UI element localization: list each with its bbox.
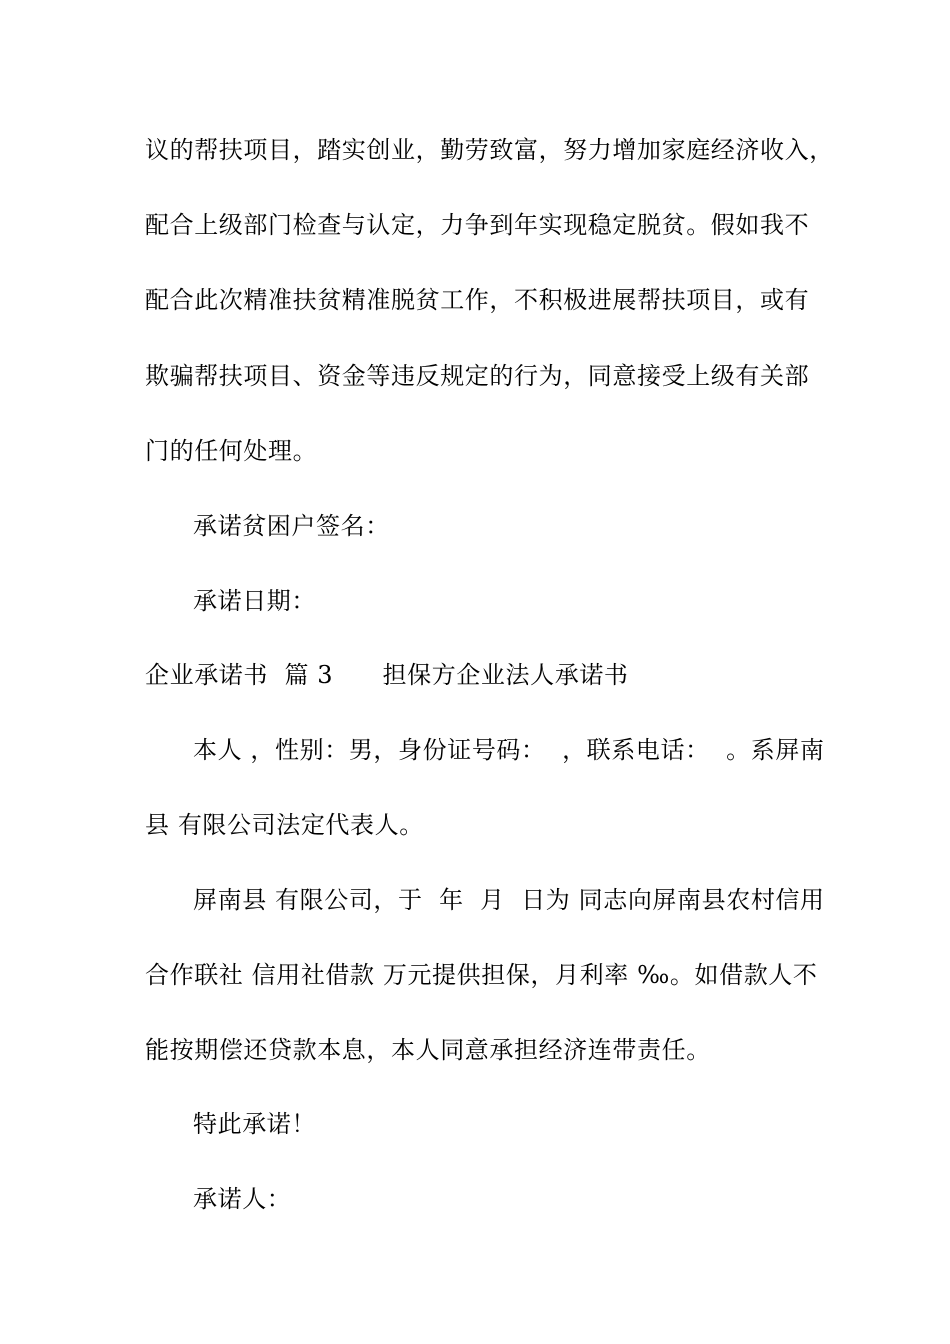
paragraph-line: 配合上级部门检查与认定，力争到年实现稳定脱贫。假如我不 <box>145 211 810 239</box>
paragraph-line: 县 有限公司法定代表人。 <box>145 811 424 839</box>
paragraph-line: 欺骗帮扶项目、资金等违反规定的行为，同意接受上级有关部 <box>145 362 810 390</box>
paragraph-line: 本人 ，性别：男，身份证号码： ，联系电话： 。系屏南 <box>193 736 825 764</box>
paragraph-line: 能按期偿还贷款本息，本人同意承担经济连带责任。 <box>145 1036 711 1064</box>
paragraph-line: 门的任何处理。 <box>145 437 318 465</box>
closing-statement: 特此承诺！ <box>193 1110 316 1138</box>
signature-label: 承诺贫困户签名： <box>193 512 390 540</box>
paragraph-line: 屏南县 有限公司，于 年 月 日为 同志向屏南县农村信用 <box>193 886 825 914</box>
date-label: 承诺日期： <box>193 587 316 615</box>
section-heading: 企业承诺书 篇 3 担保方企业法人承诺书 <box>145 661 629 689</box>
paragraph-line: 议的帮扶项目，踏实创业，勤劳致富，努力增加家庭经济收入， <box>145 136 834 164</box>
paragraph-line: 配合此次精准扶贫精准脱贫工作，不积极进展帮扶项目，或有 <box>145 286 810 314</box>
signer-label: 承诺人： <box>193 1185 292 1213</box>
paragraph-line: 合作联社 信用社借款 万元提供担保，月利率 ‰。如借款人不 <box>145 961 818 989</box>
